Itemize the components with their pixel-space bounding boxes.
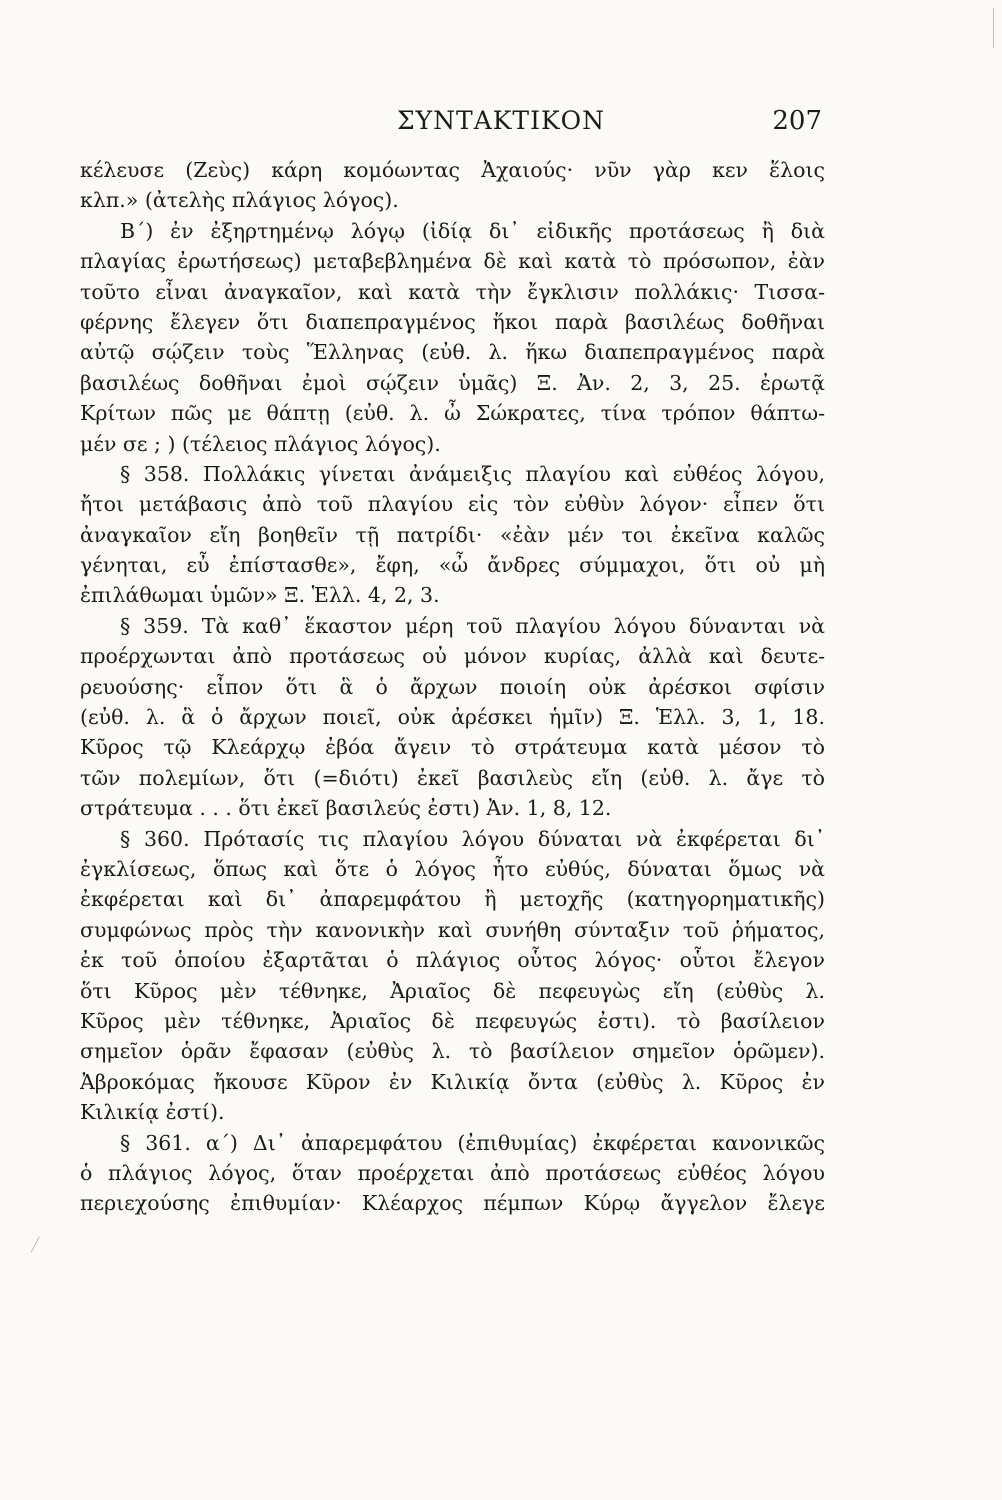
text-line: γένηται, εὖ ἐπίστασθε», ἔφη, «ὦ ἄνδρες σύμμαχοι, ὅτι οὐ μὴ <box>80 553 825 578</box>
section-359-start: § 359. Τὰ καθ᾽ ἕκαστον μέρη τοῦ πλαγίου λόγου δύνανται νὰ <box>120 613 825 638</box>
text-line: ἤτοι μετάβασις ἀπὸ τοῦ πλαγίου εἰς τὸν εὐθὺν λόγον· εἶπεν ὅτι <box>80 492 825 517</box>
page-number: 207 <box>772 106 822 136</box>
text-line: Κιλικίᾳ ἐστί). <box>80 1100 225 1125</box>
text-line: ἐπιλάθωμαι ὑμῶν» Ξ. Ἑλλ. 4, 2, 3. <box>80 583 440 608</box>
text-line: ἀναγκαῖον εἴη βοηθεῖν τῇ πατρίδι· «ἐὰν μέν τοι ἐκεῖνα καλῶς <box>80 522 825 547</box>
text-line: κλπ.» (ἀτελὴς πλάγιος λόγος). <box>80 188 399 213</box>
text-line: πλαγίας ἐρωτήσεως) μεταβεβλημένα δὲ καὶ κατὰ τὸ πρόσωπον, ἐὰν <box>80 249 825 274</box>
text-line: μέν σε ; ) (τέλειος πλάγιος λόγος). <box>80 431 441 456</box>
text-line: περιεχούσης ἐπιθυμίαν· Κλέαρχος πέμπων Κύρῳ ἄγγελον ἔλεγε <box>80 1191 825 1216</box>
text-line: φέρνης ἔλεγεν ὅτι διαπεπραγμένος ἥκοι παρὰ βασιλέως δοθῆναι <box>80 309 825 334</box>
margin-pencil-mark <box>30 1236 48 1257</box>
text-line: ρευούσης· εἶπον ὅτι ἃ ὁ ἄρχων ποιοίη οὐκ ἀρέσκοι σφίσιν <box>80 674 825 699</box>
text-line: Κῦρος τῷ Κλεάρχῳ ἐβόα ἄγειν τὸ στράτευμα κατὰ μέσον τὸ <box>80 735 825 760</box>
text-line: Ἀβροκόμας ἤκουσε Κῦρον ἐν Κιλικίᾳ ὄντα (εὐθὺς λ. Κῦρος ἐν <box>80 1069 825 1094</box>
text-line: ὅτι Κῦρος μὲν τέθνηκε, Ἀριαῖος δὲ πεφευγὼς εἴη (εὐθὺς λ. <box>80 978 825 1003</box>
text-line: προέρχωνται ἀπὸ προτάσεως οὐ μόνον κυρίας, ἀλλὰ καὶ δευτε- <box>80 644 825 669</box>
text-line: τῶν πολεμίων, ὅτι (=διότι) ἐκεῖ βασιλεὺς εἴη (εὐθ. λ. ἄγε τὸ <box>80 765 825 790</box>
text-line: τοῦτο εἶναι ἀναγκαῖον, καὶ κατὰ τὴν ἔγκλισιν πολλάκις· Τισσα- <box>80 279 825 304</box>
text-line: Κῦρος μὲν τέθνηκε, Ἀριαῖος δὲ πεφευγώς ἐστι). τὸ βασίλειον <box>80 1008 825 1033</box>
text-line: κέλευσε (Ζεὺς) κάρη κομόωντας Ἀχαιούς· νῦν γὰρ κεν ἕλοις <box>80 158 825 182</box>
text-line: στράτευμα . . . ὅτι ἐκεῖ βασιλεύς ἐστι) Ἀν. 1, 8, 12. <box>80 796 612 821</box>
running-title: ΣΥΝΤΑΚΤΙΚΟΝ <box>396 106 606 135</box>
text-line: ἐκφέρεται καὶ δι᾽ ἀπαρεμφάτου ἢ μετοχῆς (κατηγορηματικῆς) <box>80 887 825 912</box>
text-line: συμφώνως πρὸς τὴν κανονικὴν καὶ συνήθη σύνταξιν τοῦ ῥήματος, <box>80 917 825 942</box>
text-line: ὁ πλάγιος λόγος, ὅταν προέρχεται ἀπὸ προτάσεως εὐθέος λόγου <box>80 1160 825 1185</box>
text-line: αὐτῷ σῴζειν τοὺς Ἕλληνας (εὐθ. λ. ἥκω διαπεπραγμένος παρὰ <box>80 340 825 365</box>
text-line: σημεῖον ὁρᾶν ἔφασαν (εὐθὺς λ. τὸ βασίλειον σημεῖον ὁρῶμεν). <box>80 1039 825 1064</box>
text-line: ἐκ τοῦ ὁποίου ἐξαρτᾶται ὁ πλάγιος οὗτος λόγος· οὗτοι ἔλεγον <box>80 948 825 973</box>
text-line: Κρίτων πῶς με θάπτῃ (εὐθ. λ. ὦ Σώκρατες, τίνα τρόπον θάπτω- <box>80 401 825 426</box>
section-361-start: § 361. α΄) Δι᾽ ἀπαρεμφάτου (ἐπιθυμίας) ἐκφέρεται κανονικῶς <box>120 1130 825 1155</box>
body-text <box>80 155 825 1219</box>
text-line: (εὐθ. λ. ἃ ὁ ἄρχων ποιεῖ, οὐκ ἀρέσκει ἡμῖν) Ξ. Ἑλλ. 3, 1, 18. <box>80 705 825 730</box>
text-line: ἐγκλίσεως, ὅπως καὶ ὅτε ὁ λόγος ἦτο εὐθύς, δύναται ὅμως νὰ <box>80 856 825 881</box>
text-line: βασιλέως δοθῆναι ἐμοὶ σῴζειν ὑμᾶς) Ξ. Ἀν. 2, 3, 25. ἐρωτᾷ <box>80 370 825 395</box>
scan-mark <box>993 8 994 48</box>
section-360-start: § 360. Πρότασίς τις πλαγίου λόγου δύναται νὰ ἐκφέρεται δι᾽ <box>120 826 825 851</box>
section-358-start: § 358. Πολλάκις γίνεται ἀνάμειξις πλαγίου καὶ εὐθέος λόγου, <box>120 461 825 486</box>
text-line: Β΄) ἐν ἐξηρτημένῳ λόγῳ (ἰδίᾳ δι᾽ εἰδικῆς προτάσεως ἢ διὰ <box>120 218 825 243</box>
page-header <box>0 106 1002 146</box>
